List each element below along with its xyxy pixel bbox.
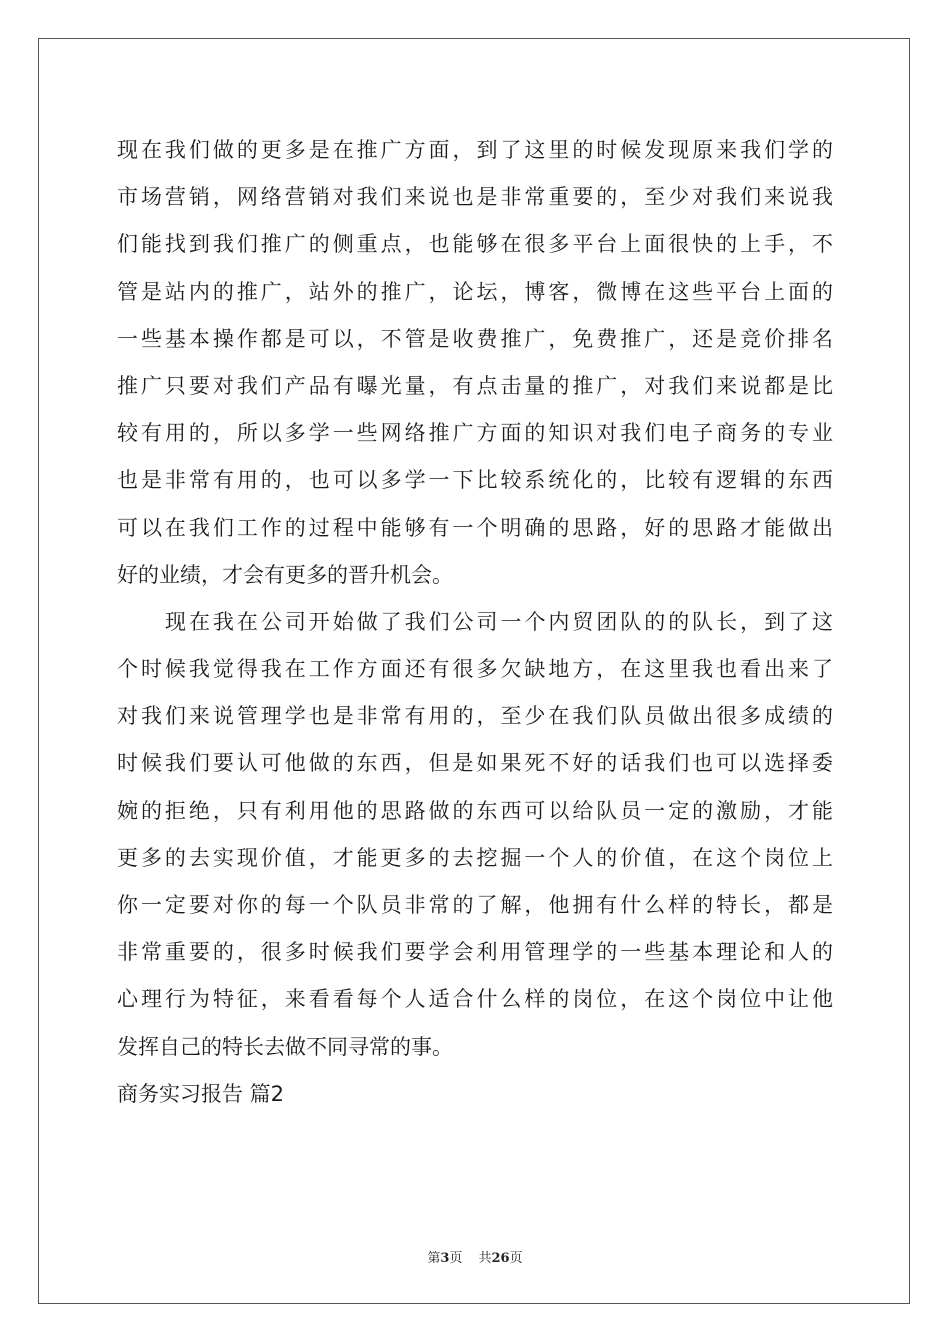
text-line: 们能找到我们推广的侧重点，也能够在很多平台上面很快的上手，不 — [117, 232, 833, 257]
text-line: 现在我们做的更多是在推广方面，到了这里的时候发现原来我们学的 — [117, 138, 833, 162]
text-line: 市场营销，网络营销对我们来说也是非常重要的，至少对我们来说我 — [117, 185, 833, 210]
page-number: 3 — [440, 1251, 450, 1266]
text-line: 发挥自己的特长去做不同寻常的事。 — [117, 1034, 453, 1059]
text-line: 更多的去实现价值，才能更多的去挖掘一个人的价值，在这个岗位上 — [117, 845, 833, 870]
page-footer — [0, 1247, 950, 1266]
text-line: 较有用的，所以多学一些网络推广方面的知识对我们电子商务的专业 — [117, 421, 833, 446]
page-prefix: 第 — [427, 1251, 441, 1266]
text-line: 对我们来说管理学也是非常有用的，至少在我们队员做出很多成绩的 — [117, 704, 833, 729]
document-body — [117, 127, 833, 1118]
text-line: 可以在我们工作的过程中能够有一个明确的思路，好的思路才能做出 — [117, 515, 833, 540]
page-suffix: 页 — [449, 1251, 463, 1266]
text-line: 非常重要的，很多时候我们要学会利用管理学的一些基本理论和人的 — [117, 940, 833, 965]
section-heading: 商务实习报告 篇2 — [117, 1081, 285, 1106]
text-line: 你一定要对你的每一个队员非常的了解，他拥有什么样的特长，都是 — [117, 893, 833, 917]
text-line: 婉的拒绝，只有利用他的思路做的东西可以给队员一定的激励，才能 — [117, 798, 833, 823]
text-line: 个时候我觉得我在工作方面还有很多欠缺地方，在这里我也看出来了 — [117, 657, 833, 682]
paragraph-2 — [117, 599, 833, 1071]
text-line: 现在我在公司开始做了我们公司一个内贸团队的的队长，到了这 — [165, 609, 833, 634]
paragraph-1 — [117, 127, 833, 599]
text-line: 心理行为特征，来看看每个人适合什么样的岗位，在这个岗位中让他 — [117, 987, 833, 1012]
text-line: 好的业绩，才会有更多的晋升机会。 — [117, 562, 453, 587]
text-line: 一些基本操作都是可以，不管是收费推广，免费推广，还是竞价排名 — [117, 326, 833, 351]
total-suffix: 页 — [509, 1251, 523, 1266]
text-line: 管是站内的推广，站外的推广，论坛，博客，微博在这些平台上面的 — [117, 279, 833, 304]
text-line: 时候我们要认可他做的东西，但是如果死不好的话我们也可以选择委 — [117, 751, 833, 776]
total-pages: 26 — [491, 1251, 510, 1266]
text-line: 推广只要对我们产品有曝光量，有点击量的推广，对我们来说都是比 — [117, 373, 833, 398]
total-prefix: 共 — [478, 1251, 492, 1266]
text-line: 也是非常有用的，也可以多学一下比较系统化的，比较有逻辑的东西 — [117, 468, 833, 493]
